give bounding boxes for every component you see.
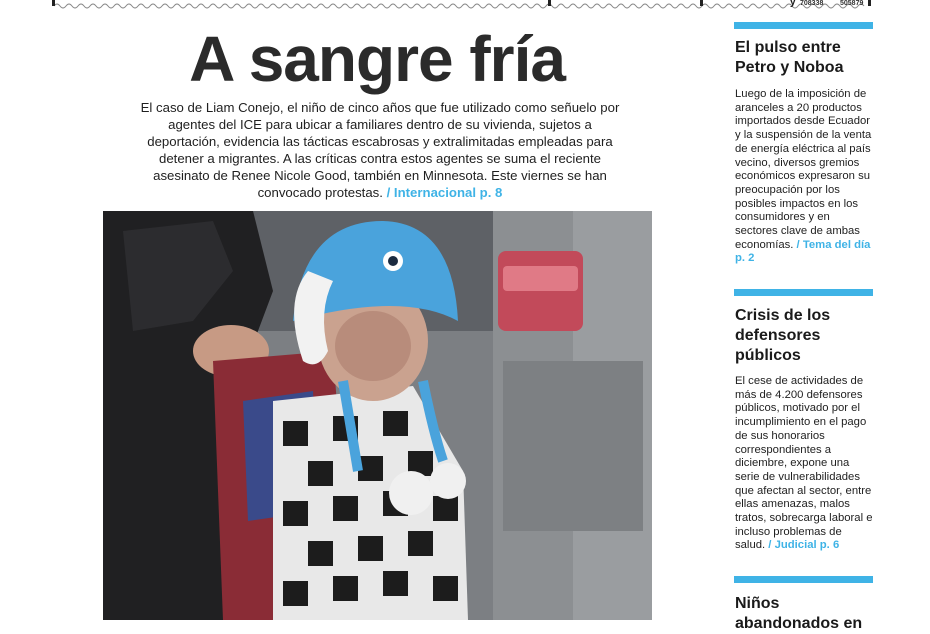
strip-tick <box>548 0 551 6</box>
story-body-text: El cese de actividades de más de 4.200 defensores públicos, motivado por el incumplimiento en el pago de sus honorarios correspondientes a diciembre, expone una serie de vulnerabilidades que afectan al sector, entre ellas amenazas, malos tratos, sobrecarga laboral e incluso problemas de salud. <box>735 375 873 552</box>
sidebar-accent-bar <box>734 576 873 583</box>
strip-code-2: 505879 <box>840 0 864 7</box>
story-body <box>735 88 873 266</box>
deck-text: El caso de Liam Conejo, el niño de cinco años que fue utilizado como señuelo por agentes del ICE para ubicar a familiares dentro de su vivienda, sujetos a deportación, evidencia las tácticas escabrosas y extralimitadas empleadas para detener a migrantes. A las críticas contra estos agentes se suma el reciente asesinato de Renee Nicole Good, también en Minnesota. Este viernes se han convocado protestas. <box>140 100 620 200</box>
deck-page-ref[interactable]: / Internacional p. 8 <box>386 185 503 200</box>
story-body <box>735 375 873 553</box>
strip-tick <box>52 0 55 6</box>
photo-illustration <box>103 211 652 620</box>
story-title[interactable]: El pulso entre Petro y Noboa <box>735 39 844 76</box>
strip-y-mark: y <box>790 0 796 8</box>
story-page-ref[interactable]: / Judicial p. 6 <box>768 539 840 552</box>
sidebar <box>734 0 874 632</box>
story-page-ref[interactable]: / Tema del día p. 2 <box>735 238 871 265</box>
story-title[interactable]: Niños abandonados en <box>735 595 863 632</box>
story-title[interactable]: Crisis de los defensores públicos <box>735 307 831 364</box>
main-photo <box>103 211 652 620</box>
story-body-text: Luego de la imposición de aranceles a 20 productos importados desde Ecuador y la suspensión de la venta de energía eléctrica al país vecino, diversos gremios económicos expresaron su preocupación por los posibles impactos en los consumidores y en sectores clave de ambas economías. <box>735 88 872 251</box>
strip-code-1: 708338 <box>800 0 824 7</box>
main-deck <box>140 99 620 201</box>
sidebar-accent-bar <box>734 22 873 29</box>
strip-tick <box>700 0 703 6</box>
sidebar-accent-bar <box>734 289 873 296</box>
main-headline: A sangre fría <box>189 23 565 95</box>
